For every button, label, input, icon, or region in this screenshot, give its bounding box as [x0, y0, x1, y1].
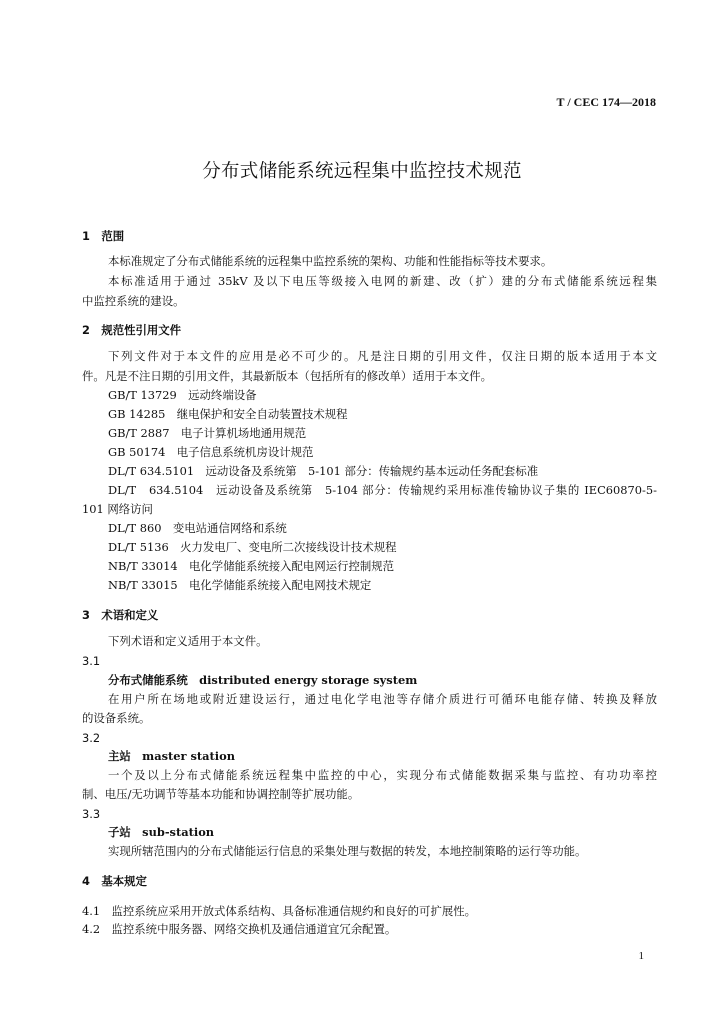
reference-item-continuation: 101 网络访问 [82, 502, 153, 516]
reference-item: GB/T 2887 电子计算机场地通用规范 [108, 426, 307, 440]
term-3-1-title: 分布式储能系统 distributed energy storage system [108, 673, 418, 687]
section-1-paragraph-2-line-1: 本标准适用于通过 35kV 及以下电压等级接入电网的新建、改（扩）建的分布式储能系统远程集 [108, 274, 657, 288]
section-1-paragraph-1: 本标准规定了分布式储能系统的远程集中监控系统的架构、功能和性能指标等技术要求。 [108, 254, 553, 268]
term-3-3-title: 子站 sub-station [108, 825, 215, 839]
section-2-paragraph-line-2: 件。凡是不注日期的引用文件，其最新版本（包括所有的修改单）适用于本文件。 [82, 369, 493, 383]
section-4-heading: 4 基本规定 [82, 874, 147, 888]
term-3-2-title: 主站 master station [108, 749, 236, 763]
document-code: T / CEC 174—2018 [556, 95, 656, 109]
reference-item: GB/T 13729 远动终端设备 [108, 388, 257, 402]
page-number: 1 [638, 950, 644, 962]
term-3-3-definition: 实现所辖范围内的分布式储能运行信息的采集处理与数据的转发，本地控制策略的运行等功能。 [108, 844, 587, 858]
reference-item: DL/T 634.5104 远动设备及系统第 5-104 部分：传输规约采用标准传输协议子集的 IEC60870-5- [108, 483, 657, 497]
term-3-1-number: 3.1 [82, 654, 101, 668]
document-title: 分布式储能系统远程集中监控技术规范 [202, 161, 522, 182]
term-3-1-definition-line-2: 的设备系统。 [82, 711, 151, 725]
section-1-heading: 1 范围 [82, 229, 125, 243]
reference-item: NB/T 33015 电化学储能系统接入配电网技术规定 [108, 578, 372, 592]
term-3-2-number: 3.2 [82, 731, 101, 745]
reference-item: DL/T 634.5101 远动设备及系统第 5-101 部分：传输规约基本远动任务配套标准 [108, 464, 539, 478]
term-3-1-definition-line-1: 在用户所在场地或附近建设运行，通过电化学电池等存储介质进行可循环电能存储、转换及释放 [108, 692, 657, 706]
section-3-heading: 3 术语和定义 [82, 608, 159, 622]
reference-item: DL/T 860 变电站通信网络和系统 [108, 521, 287, 535]
clause-4-1: 4.1 监控系统应采用开放式体系结构、具备标准通信规约和良好的可扩展性。 [82, 904, 477, 918]
term-3-2-definition-line-1: 一个及以上分布式储能系统远程集中监控的中心，实现分布式储能数据采集与监控、有功功率控 [108, 768, 657, 782]
section-3-intro: 下列术语和定义适用于本文件。 [108, 634, 268, 648]
term-3-3-number: 3.3 [82, 807, 101, 821]
reference-item: GB 50174 电子信息系统机房设计规范 [108, 445, 314, 459]
section-1-paragraph-2-line-2: 中监控系统的建设。 [82, 294, 185, 308]
clause-4-2: 4.2 监控系统中服务器、网络交换机及通信通道宜冗余配置。 [82, 922, 397, 936]
reference-item: NB/T 33014 电化学储能系统接入配电网运行控制规范 [108, 559, 395, 573]
reference-item: GB 14285 继电保护和安全自动装置技术规程 [108, 407, 348, 421]
term-3-2-definition-line-2: 制、电压/无功调节等基本功能和协调控制等扩展功能。 [82, 787, 360, 801]
section-2-paragraph-line-1: 下列文件对于本文件的应用是必不可少的。凡是注日期的引用文件，仅注日期的版本适用于本文 [108, 349, 657, 363]
section-2-heading: 2 规范性引用文件 [82, 323, 182, 337]
reference-item: DL/T 5136 火力发电厂、变电所二次接线设计技术规程 [108, 540, 397, 554]
